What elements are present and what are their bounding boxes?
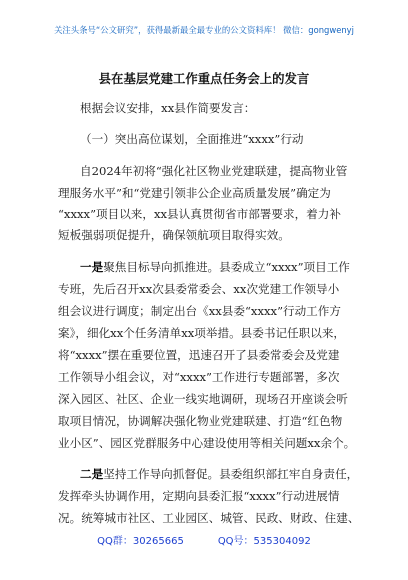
document-title: 县在基层党建工作重点任务会上的发言 (98, 71, 310, 86)
body-line: 案》，细化xx个任务清单xx项举措。县委书记任职以来， (58, 326, 346, 340)
body-line: 业小区”、园区党群服务中心建设使用等相关问题xx余个。 (58, 436, 356, 450)
body-line: 工作领导小组会议，对“xxxx”工作进行专题部署，多次 (58, 370, 340, 384)
top-banner: 关注头条号“公文研究”，获得最新最全最专业的公文资料库！ 微信：gongwenyj (54, 25, 354, 35)
body-line: 理服务水平”和“党建引领非公企业高质量发展”确定为 (58, 186, 331, 200)
qq-group: QQ群：30265665 (97, 536, 184, 547)
body-line: 取项目情况，协调解决强化物业党建联建、打造“红色物 (58, 414, 343, 428)
body-line: 将“xxxx”摆在重要位置，迅速召开了县委常委会及党建 (58, 348, 340, 362)
body-line: 专班，先后召开xx次县委常委会、xx次党建工作领导小 (58, 282, 340, 296)
qq-number: QQ号：535304092 (217, 536, 311, 547)
body-line: 短板强弱项促提升，确保领航项目取得实效。 (58, 228, 290, 242)
body-line: 自2024年初将“强化社区物业党建联建，提高物业管 (80, 164, 348, 178)
section-heading: （一）突出高位谋划，全面推进“xxxx”行动 (80, 132, 304, 146)
body-line: 一是聚焦目标导向抓推进。县委成立“xxxx”项目工作 (80, 260, 350, 274)
body-line: 组会议进行调度；制定出台《xx县委“xxxx”行动工作方 (58, 304, 341, 318)
point-marker: 二是 (80, 467, 104, 481)
body-line: 况。统筹城市社区、工业园区、城管、民政、财政、住建、 (58, 511, 360, 525)
point-marker: 一是 (80, 260, 104, 274)
body-line: 二是坚持工作导向抓督促。县委组织部扛牢自身责任， (80, 467, 359, 481)
footer-contact (0, 532, 408, 547)
body-line: “xxxx”项目以来，xx县认真贯彻省市部署要求，着力补 (58, 207, 341, 221)
body-line: 根据会议安排，xx县作简要发言： (80, 101, 256, 115)
body-line: 深入园区、社区、企业一线实地调研，现场召开座谈会听 (58, 392, 348, 406)
body-line: 发挥牵头协调作用，定期向县委汇报“xxxx”行动进展情 (58, 489, 340, 503)
